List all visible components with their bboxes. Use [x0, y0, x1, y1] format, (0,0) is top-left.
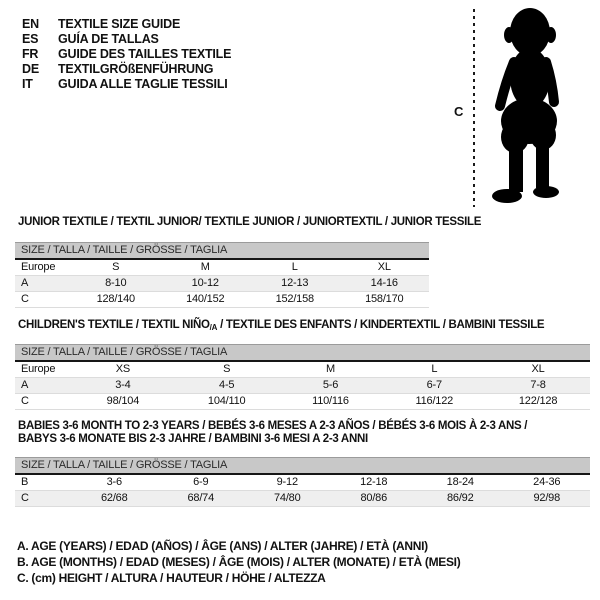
height-cell: 80/86: [360, 492, 388, 504]
table-row: [15, 491, 590, 507]
height-measure-dotted-line: [473, 9, 475, 207]
language-row-en: [22, 17, 231, 32]
guide-title: GUIDA ALLE TAGLIE TESSILI: [58, 77, 228, 91]
row-label: A: [21, 277, 29, 289]
row-label: C: [21, 395, 29, 407]
footnote-b: B. AGE (MONTHS) / EDAD (MESES) / ÂGE (MOIS) / ALTER (MONATE) / ETÀ (MESI): [17, 555, 461, 569]
language-row-de: [22, 62, 231, 77]
footnote-legend: [17, 538, 460, 586]
row-label: B: [21, 476, 29, 488]
table-row: [15, 394, 590, 410]
age-cell: 9-12: [276, 476, 298, 488]
language-row-fr: [22, 47, 231, 62]
height-cell: 98/104: [106, 395, 140, 407]
age-cell: 4-5: [219, 379, 235, 391]
height-cell: 86/92: [446, 492, 474, 504]
language-row-es: [22, 32, 231, 47]
size-cell: M: [326, 363, 335, 375]
language-row-it: [22, 77, 231, 92]
age-cell: 18-24: [446, 476, 474, 488]
footnote-a: A. AGE (YEARS) / EDAD (AÑOS) / ÂGE (ANS) / ALTER (JAHRE) / ETÀ (ANNI): [17, 539, 428, 553]
size-cell: S: [223, 363, 231, 375]
title-line-2: BABYS 3-6 MONATE BIS 2-3 JAHRE / BAMBINI 3-6 MESI A 2-3 ANNI: [18, 433, 368, 445]
size-cell: M: [200, 261, 210, 273]
section-title: JUNIOR TEXTILE / TEXTIL JUNIOR/ TEXTILE JUNIOR / JUNIORTEXTIL / JUNIOR TESSILE: [18, 216, 482, 228]
height-cell: 158/170: [365, 293, 404, 305]
age-cell: 3-6: [106, 476, 122, 488]
row-label: C: [21, 492, 29, 504]
row-label: Europe: [21, 261, 56, 273]
height-cell: 104/110: [207, 395, 246, 407]
age-cell: 6-9: [193, 476, 209, 488]
table-row: [15, 260, 429, 276]
height-cell: 122/128: [518, 395, 558, 407]
toddler-silhouette-image: [482, 6, 574, 208]
language-title-list: [22, 17, 231, 92]
size-cell: L: [291, 261, 298, 273]
title-subscript: /A: [209, 323, 218, 332]
section-title: [18, 319, 590, 334]
table-row: [15, 362, 590, 378]
title-line-1: BABIES 3-6 MONTH TO 2-3 YEARS / BEBÉS 3-6 MESES A 2-3 AÑOS / BÉBÉS 3-6 MOIS À 2-3 ANS /: [18, 420, 528, 432]
guide-title: TEXTILGRÖßENFÜHRUNG: [58, 62, 214, 76]
height-cell: 74/80: [273, 492, 301, 504]
guide-title: GUIDE DES TAILLES TEXTILE: [58, 47, 232, 61]
footnote-c: C. (cm) HEIGHT / ALTURA / HAUTEUR / HÖHE / ALTEZZA: [17, 571, 326, 585]
size-cell: L: [431, 363, 438, 375]
language-code: ES: [22, 32, 39, 46]
table-row: [15, 378, 590, 394]
age-cell: 6-7: [426, 379, 442, 391]
row-label: C: [21, 293, 29, 305]
row-label: A: [21, 379, 29, 391]
size-header-bar: SIZE / TALLA / TAILLE / GRÖSSE / TAGLIA: [15, 457, 590, 475]
language-code: DE: [22, 62, 39, 76]
height-cell: 62/68: [100, 492, 128, 504]
age-cell: 12-13: [281, 277, 309, 289]
title-text: CHILDREN'S TEXTILE / TEXTIL NIÑO: [18, 319, 210, 331]
age-cell: 3-4: [115, 379, 131, 391]
height-cell: 140/152: [186, 293, 225, 305]
age-cell: 24-36: [533, 476, 561, 488]
size-cell: S: [112, 261, 120, 273]
size-cell: XL: [531, 363, 545, 375]
size-header-bar: SIZE / TALLA / TAILLE / GRÖSSE / TAGLIA: [15, 242, 429, 260]
age-cell: 5-6: [322, 379, 339, 391]
age-cell: 12-18: [360, 476, 388, 488]
age-cell: 14-16: [370, 277, 398, 289]
height-cell: 152/158: [275, 293, 314, 305]
height-cell: 68/74: [187, 492, 215, 504]
size-header-bar: SIZE / TALLA / TAILLE / GRÖSSE / TAGLIA: [15, 344, 590, 362]
section-childrens-textile: [15, 319, 590, 410]
height-cell: 128/140: [96, 293, 135, 305]
language-code: IT: [22, 77, 33, 91]
title-text: / TEXTILE DES ENFANTS / KINDERTEXTIL / BAMBINI TESSILE: [217, 319, 545, 331]
section-title: [18, 420, 590, 446]
age-cell: 8-10: [105, 277, 127, 289]
section-babies-textile: [15, 420, 590, 507]
height-cell: 110/116: [312, 395, 349, 407]
table-row: [15, 276, 429, 292]
table-row: [15, 475, 590, 491]
table-row: [15, 292, 429, 308]
height-measure-label: C: [454, 104, 464, 119]
height-cell: 116/122: [415, 395, 454, 407]
age-cell: 7-8: [530, 379, 546, 391]
language-code: EN: [22, 17, 39, 31]
age-cell: 10-12: [191, 277, 219, 289]
size-cell: XL: [377, 261, 391, 273]
language-code: FR: [22, 47, 39, 61]
section-junior-textile: [15, 216, 482, 308]
row-label: Europe: [21, 363, 56, 375]
height-cell: 92/98: [533, 492, 561, 504]
size-cell: XS: [115, 363, 131, 375]
guide-title: TEXTILE SIZE GUIDE: [58, 17, 181, 31]
guide-title: GUÍA DE TALLAS: [58, 32, 159, 46]
